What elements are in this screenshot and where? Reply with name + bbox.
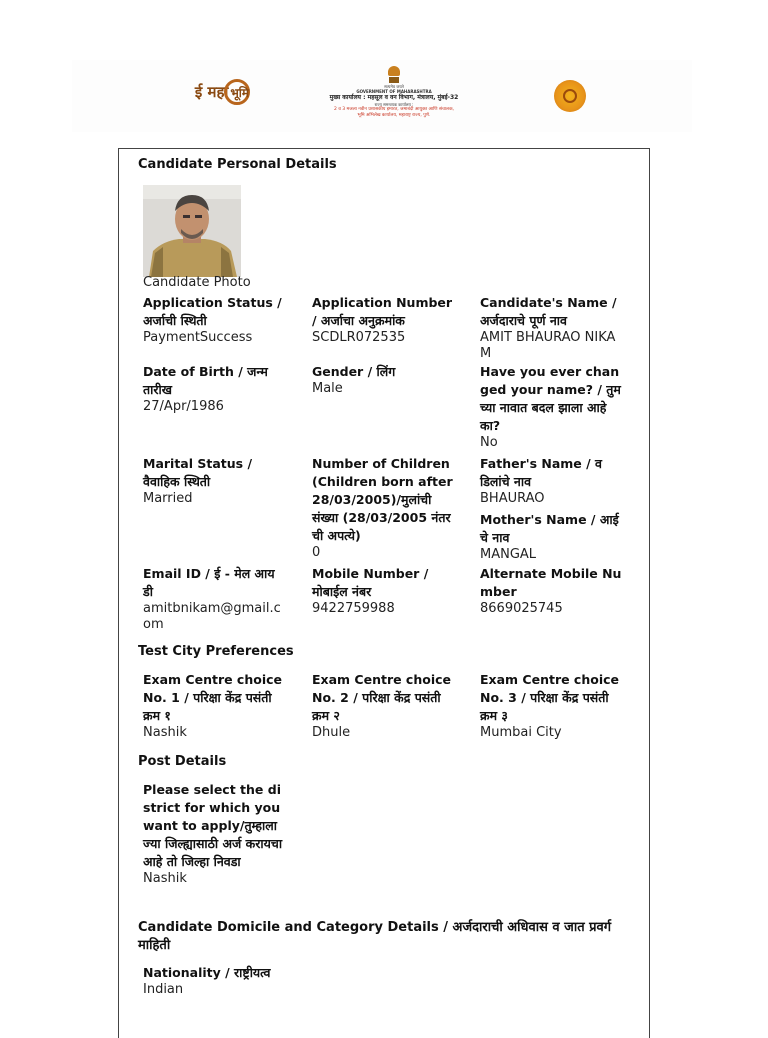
section-test-city-preferences: Test City Preferences — [138, 644, 294, 659]
govt-header — [304, 66, 484, 126]
field-value: No — [480, 435, 498, 450]
field-value: MANGAL — [480, 547, 537, 562]
field-district — [143, 781, 283, 887]
field-label: Exam Centre choice No. 2 / परिक्षा केंद्र पसंती क्रम २ — [312, 672, 452, 723]
field-exam-centre-1 — [143, 671, 288, 741]
field-value: 0 — [312, 545, 321, 560]
section-post-details: Post Details — [138, 754, 227, 769]
field-label: Have you ever changed your name? / तुमच्या नावात बदल झाला आहे का? — [480, 364, 621, 433]
section-domicile-category: Candidate Domicile and Category Details / अर्जदाराची अधिवास व जात प्रवर्ग माहिती — [138, 920, 612, 953]
field-exam-centre-2 — [312, 671, 457, 741]
field-label: Marital Status / वैवाहिक स्थिती — [143, 456, 253, 489]
field-value: Dhule — [312, 725, 351, 740]
application-panel — [118, 148, 650, 1038]
field-gender — [312, 363, 457, 397]
field-value: Nashik — [143, 725, 187, 740]
address-line-1: 2 व 3 मजला नवीन प्रशासकीय इमारत, जमाबंदी आयुक्त आणि संचालक, — [334, 107, 454, 112]
logo-text: ई महा — [194, 83, 229, 101]
logo-suffix: भूमि — [230, 85, 250, 100]
field-value: amitbnikam@gmail.com — [143, 601, 281, 632]
field-email — [143, 565, 281, 633]
field-label: Gender / लिंग — [312, 364, 396, 379]
field-label: Exam Centre choice No. 1 / परिक्षा केंद्र पसंती क्रम १ — [143, 672, 283, 723]
field-nationality — [143, 964, 343, 998]
field-number-of-children — [312, 455, 457, 561]
govt-line: GOVERNMENT OF MAHARASHTRA — [356, 89, 432, 94]
field-label: Mother's Name / आईचे नाव — [480, 512, 619, 545]
field-label: Number of Children (Children born after 28/03/2005)/मुलांची संख्या (28/03/2005 नंतर ची अपत्ये) — [312, 456, 453, 543]
field-father-name — [480, 455, 622, 507]
field-date-of-birth — [143, 363, 281, 415]
field-exam-centre-3 — [480, 671, 625, 741]
field-label: Please select the district for which you want to apply/तुम्हाला ज्या जिल्ह्यासाठी अर्ज करायचा आहे तो जिल्हा निवडा — [143, 782, 283, 869]
field-value: 27/Apr/1986 — [143, 399, 224, 414]
field-label: Application Number / अर्जाचा अनुक्रमांक — [312, 295, 453, 328]
field-label: Email ID / ई - मेल आयडी — [143, 566, 275, 599]
field-value: Mumbai City — [480, 725, 562, 740]
candidate-photo — [143, 185, 241, 277]
field-label: Father's Name / वडिलांचे नाव — [480, 456, 602, 489]
maharashtra-seal-icon — [554, 80, 586, 112]
field-alternate-mobile — [480, 565, 622, 617]
field-value: BHAURAO — [480, 491, 545, 506]
field-value: 8669025745 — [480, 601, 563, 616]
field-value: Male — [312, 381, 343, 396]
field-value: Nashik — [143, 871, 187, 886]
field-label: Alternate Mobile Number — [480, 566, 622, 599]
field-mobile-number — [312, 565, 457, 617]
field-marital-status — [143, 455, 281, 507]
office-line: मुख्य कार्यालय : महसूल व वन विभाग, मंत्रालय, मुंबई-32 — [329, 94, 459, 101]
letterhead — [72, 60, 692, 132]
field-value: PaymentSuccess — [143, 330, 253, 345]
field-label: Candidate's Name / अर्जदाराचे पूर्ण नाव — [480, 295, 617, 328]
candidate-photo-image — [143, 185, 241, 277]
section-personal-details: Candidate Personal Details — [138, 157, 337, 172]
emahabhumi-logo — [184, 72, 260, 112]
field-value: 9422759988 — [312, 601, 395, 616]
field-label: Exam Centre choice No. 3 / परिक्षा केंद्र पसंती क्रम ३ — [480, 672, 620, 723]
address-line-2: भूमि अभिलेख कार्यालय, महाराष्ट्र राज्य, पुणे. — [357, 113, 431, 118]
field-name-changed — [480, 363, 622, 451]
emblem-caption: सत्यमेव जयते — [384, 84, 404, 89]
field-label: Nationality / राष्ट्रीयत्व — [143, 965, 271, 980]
office-sub: राज्य समन्वयक कार्यालय : — [374, 102, 414, 107]
field-label: Mobile Number / मोबाईल नंबर — [312, 566, 429, 599]
field-value: Indian — [143, 982, 184, 997]
field-value: Married — [143, 491, 193, 506]
field-application-number — [312, 294, 457, 346]
field-candidate-name — [480, 294, 622, 362]
field-value: SCDLR072535 — [312, 330, 406, 345]
field-label: Application Status / अर्जाची स्थिती — [143, 295, 282, 328]
national-emblem-icon — [387, 66, 401, 84]
photo-caption: Candidate Photo — [143, 275, 251, 290]
field-application-status — [143, 294, 288, 346]
field-value: AMIT BHAURAO NIKAM — [480, 330, 616, 361]
field-label: Date of Birth / जन्म तारीख — [143, 364, 268, 397]
field-mother-name — [480, 511, 622, 563]
